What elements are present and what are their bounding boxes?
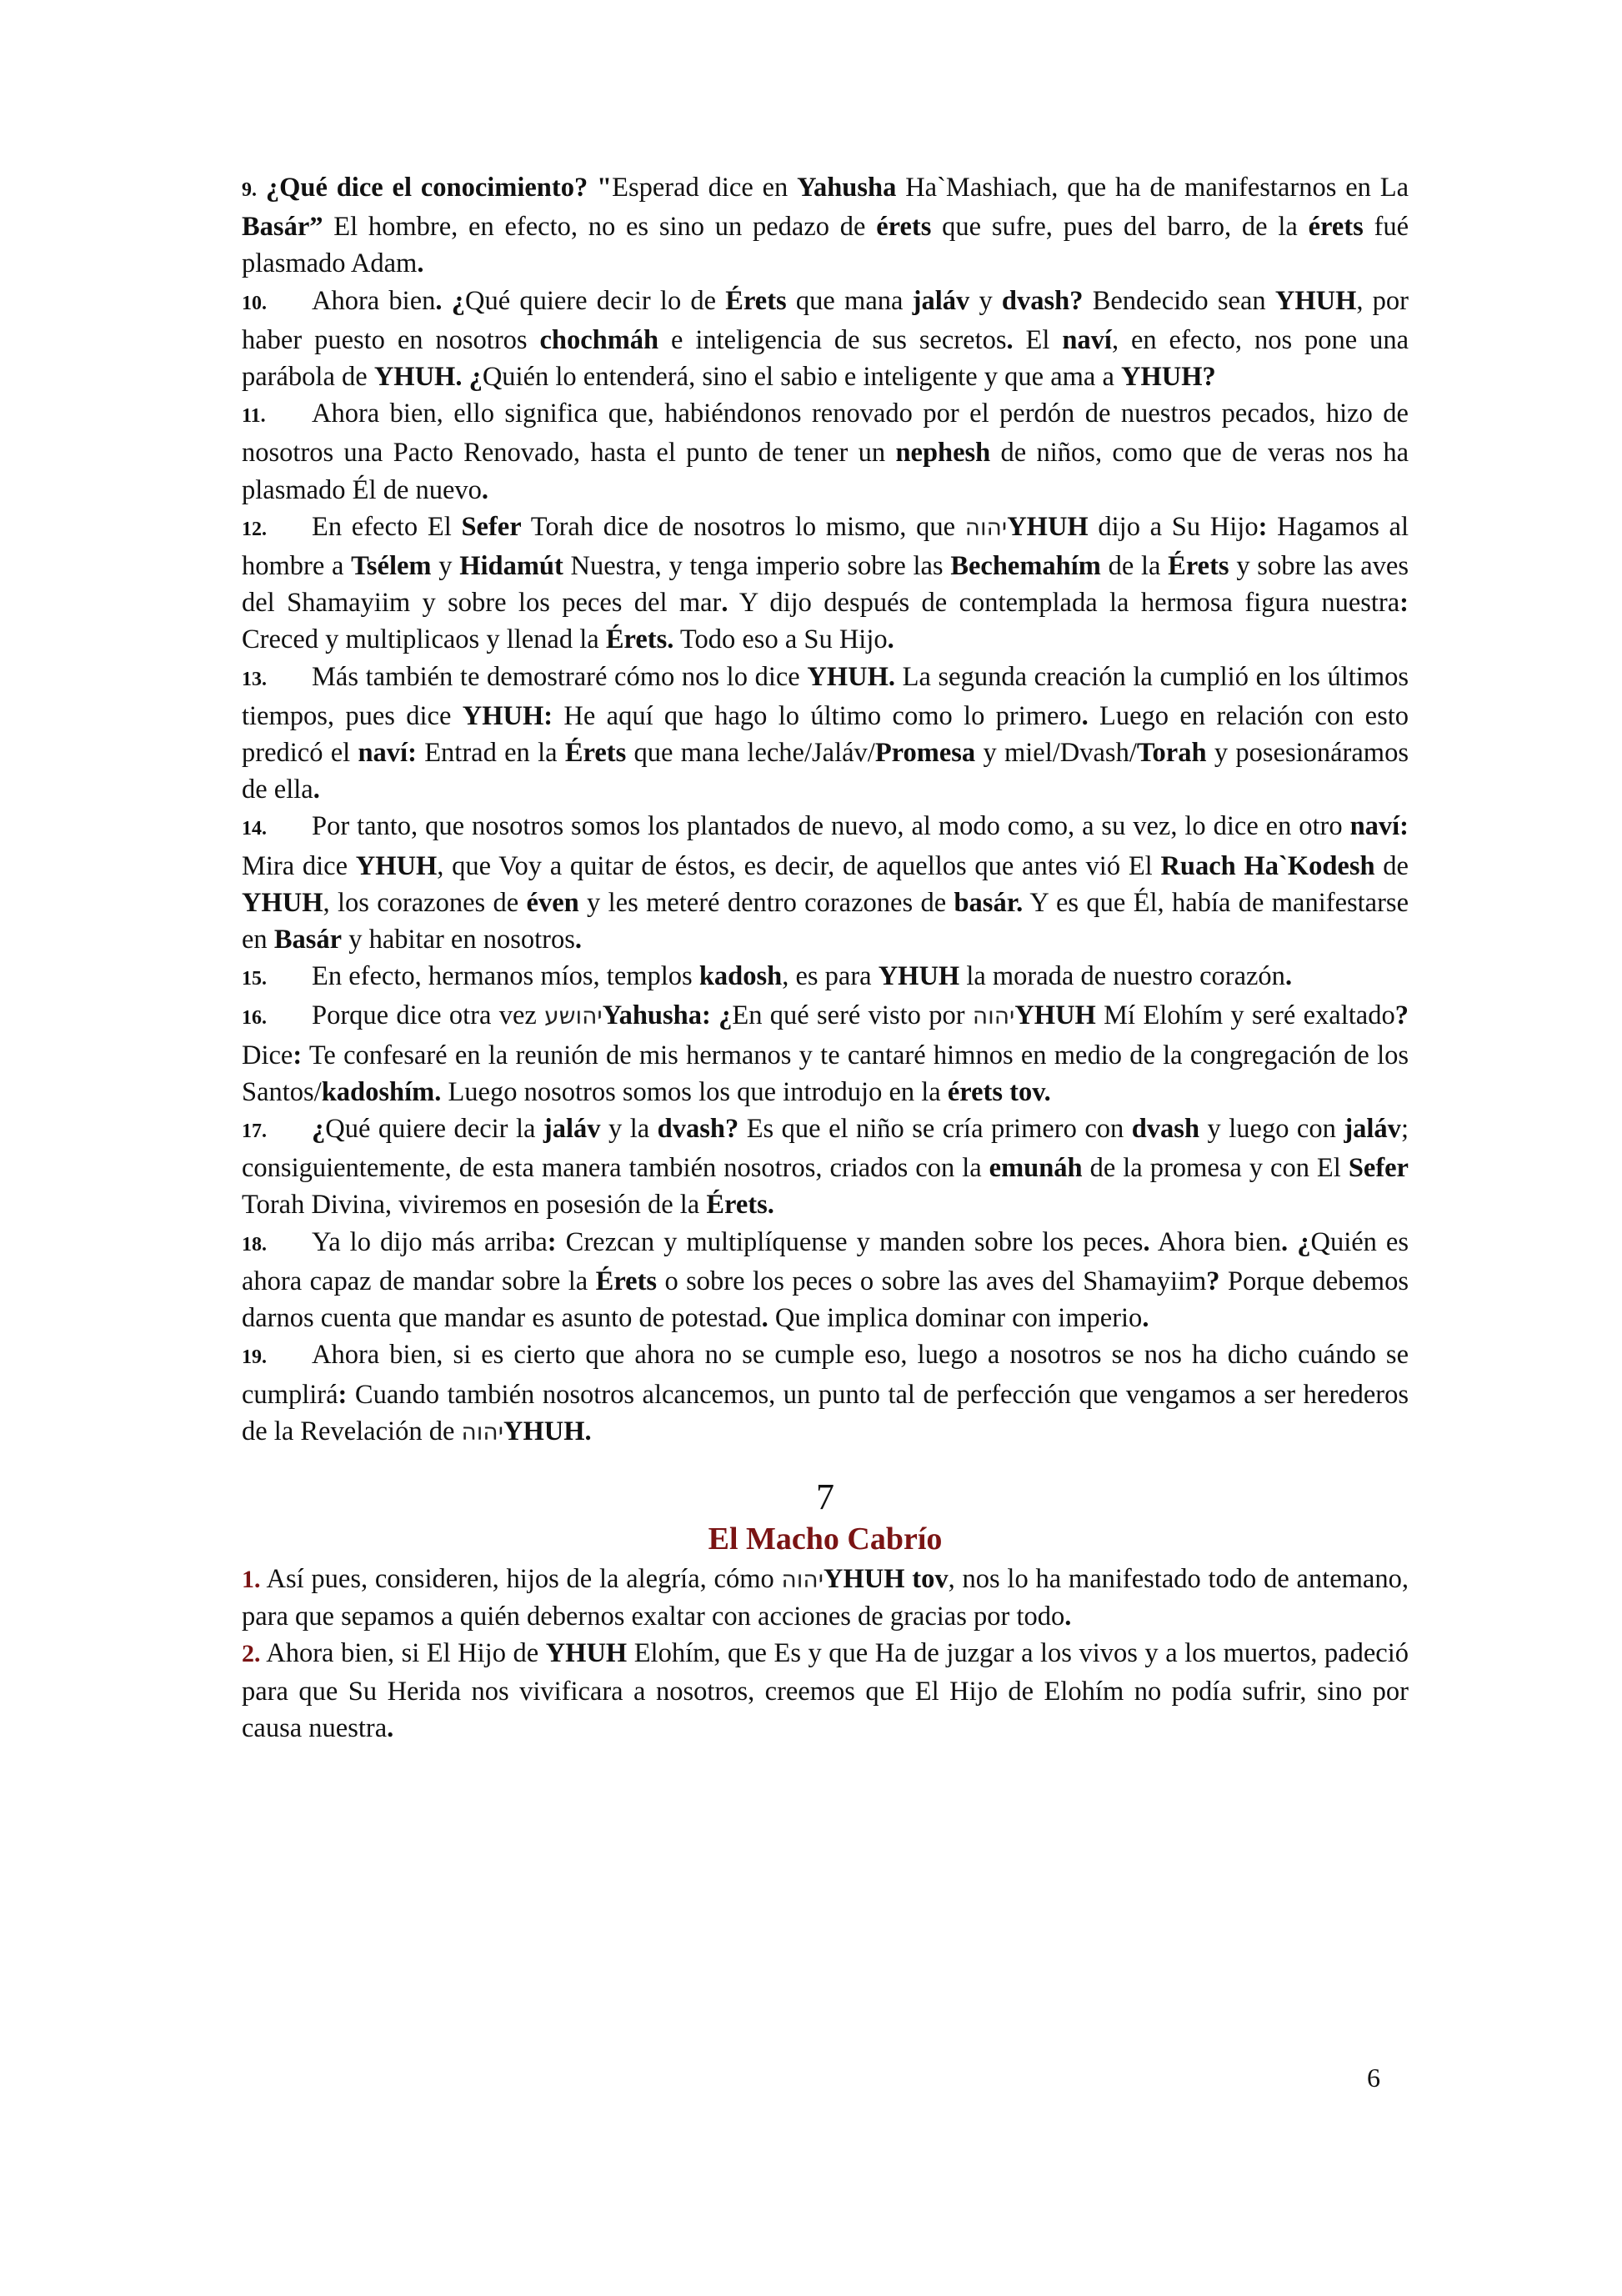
- bold-text: YHUH.: [503, 1416, 592, 1446]
- verse-number: 12.: [242, 518, 267, 540]
- bold-text: YHUH: [878, 961, 960, 992]
- bold-text: .: [761, 1303, 768, 1334]
- verse: [242, 283, 1409, 396]
- verse-text: y luego con: [1199, 1114, 1344, 1145]
- verse-text: que sufre, pues del barro, de la: [931, 212, 1309, 243]
- bold-text: Sefer: [1348, 1153, 1409, 1184]
- verse-text: y miel/Dvash/: [975, 738, 1137, 769]
- verse: [242, 1561, 1409, 1635]
- verse-text: Porque debemos darnos cuenta que mandar es asunto de potestad: [242, 1266, 1409, 1334]
- verse-text: ; consiguientemente, de esta manera también nosotros, criados con la: [242, 1114, 1409, 1184]
- bold-text: jaláv: [912, 285, 970, 316]
- bold-text: :: [547, 1226, 557, 1257]
- verse-text: , en efecto, nos pone una parábola de: [242, 324, 1409, 393]
- verse-text: En efecto, hermanos míos, templos: [312, 961, 699, 992]
- verse-text: y habitar en nosotros: [342, 925, 575, 955]
- bold-text: dvash?: [657, 1114, 739, 1145]
- bold-text: .: [1284, 961, 1293, 992]
- verse: [242, 509, 1409, 659]
- verse-number: 14.: [242, 818, 267, 840]
- verse-text: y les meteré dentro corazones de: [578, 887, 954, 918]
- verse-number: 18.: [242, 1233, 267, 1256]
- verse-number: 2.: [242, 1640, 261, 1668]
- bold-text: dvash?: [1001, 285, 1084, 316]
- bold-text: Sefer: [461, 511, 522, 542]
- bold-text: Hidamút: [459, 551, 563, 582]
- verse-list: [242, 169, 1409, 1451]
- bold-text: .: [387, 1712, 394, 1743]
- bold-text: . ¿: [435, 285, 465, 316]
- verse-text: y sobre las aves del Shamayiim y sobre los peces del mar: [242, 551, 1409, 619]
- verse: [242, 169, 1409, 283]
- verse-text: Bendecido sean: [1083, 285, 1275, 316]
- bold-text: emunáh: [989, 1153, 1083, 1184]
- bold-text: .: [574, 925, 582, 955]
- verse-text: He aquí que hago lo último como lo primero: [553, 700, 1082, 731]
- bold-text: érets tov.: [947, 1076, 1051, 1107]
- verse-text: Por tanto, que nosotros somos los plantados de nuevo, al modo como, a su vez, lo dice en otro: [312, 811, 1350, 842]
- bold-text: naví:: [1349, 811, 1409, 842]
- verse-text: , los corazones de: [323, 887, 527, 918]
- verse-text: Ahora bien: [1149, 1226, 1282, 1257]
- verse-text: y: [431, 551, 460, 582]
- verse-text: En efecto El: [312, 511, 462, 542]
- bold-text: :: [338, 1379, 348, 1410]
- verse-text: Luego nosotros somos los que introdujo en la: [441, 1076, 948, 1107]
- verse-text: El hombre, en efecto, no es sino un pedazo de: [323, 212, 877, 243]
- verse: [242, 1110, 1409, 1224]
- bold-text: érets: [876, 212, 932, 243]
- bold-text: .: [1006, 324, 1014, 355]
- verse-text: Torah Divina, viviremos en posesión de la: [242, 1190, 707, 1221]
- bold-text: Ruach Ha`Kodesh: [1160, 850, 1375, 881]
- verse-text: de la promesa y con El: [1082, 1153, 1349, 1184]
- verse-text: Quién lo entenderá, sino el sabio e inteligente y que ama a: [482, 362, 1122, 393]
- verse-text: Ahora bien: [312, 285, 436, 316]
- verse-text: Cuando también nosotros alcancemos, un punto tal de perfección que vengamos a ser herederos de la Revelación de: [242, 1379, 1409, 1446]
- verse: [242, 1336, 1409, 1451]
- bold-text: .: [313, 775, 320, 805]
- verse-number: 10.: [242, 292, 267, 314]
- bold-text: .: [1142, 1303, 1149, 1334]
- verse-text: Ya lo dijo más arriba: [312, 1226, 548, 1257]
- chapter-title: El Macho Cabrío: [708, 1521, 943, 1557]
- bold-text: Promesa: [874, 738, 976, 769]
- verse-text: Qué quiere decir lo de: [464, 285, 726, 316]
- bold-text: .: [481, 474, 489, 505]
- bold-text: Basár”: [242, 212, 323, 243]
- bold-text: YHUH:: [462, 700, 553, 731]
- bold-text: Bechemahím: [950, 551, 1101, 582]
- bold-text: YHUH: [1007, 511, 1089, 542]
- hebrew-name: יהוה: [781, 1565, 824, 1593]
- verse-text: de niños, como que de veras nos ha plasmado Él de nuevo: [242, 438, 1409, 505]
- verse-number: 17.: [242, 1120, 267, 1143]
- verse-text: la morada de nuestro corazón: [959, 961, 1285, 992]
- bold-text: .: [721, 588, 728, 619]
- verse: [242, 1224, 1409, 1337]
- bold-text: jaláv: [543, 1114, 601, 1145]
- bold-text: Basár: [273, 925, 343, 955]
- verse: [242, 958, 1409, 997]
- verse-text: Que implica dominar con imperio: [768, 1303, 1143, 1334]
- verse: [242, 1635, 1409, 1747]
- verse-text: y posesionáramos de ella: [242, 738, 1409, 805]
- bold-text: Torah: [1136, 738, 1207, 769]
- verse-text: , que Voy a quitar de éstos, es decir, de aquellos que antes vió El: [437, 850, 1161, 881]
- verse-text: , es para: [782, 961, 879, 992]
- page-number: 6: [1367, 2063, 1380, 2093]
- bold-text: .: [1064, 1602, 1072, 1632]
- bold-text: .: [887, 624, 894, 655]
- bold-text: ?: [1206, 1266, 1220, 1296]
- verse-text: Elohím, que Es y que Ha de juzgar a los vivos y a los muertos, padeció para que Su Herida nos vivificara a nosotros, creemos que El Hijo de Elohím no podía sufrir, sino por causa nuestra: [242, 1638, 1409, 1743]
- verse-text: Ahora bien, si El Hijo de: [266, 1638, 546, 1669]
- verse-text: Te confesaré en la reunión de mis hermanos y te cantaré himnos en medio de la congregación de los Santos/: [242, 1040, 1409, 1107]
- bold-text: YHUH. ¿: [373, 362, 483, 393]
- chapter-verse-list: [242, 1561, 1409, 1747]
- bold-text: Yahusha: ¿: [602, 1000, 733, 1031]
- verse-text: Hagamos al hombre a: [242, 511, 1409, 582]
- verse-number: 9.: [242, 179, 257, 201]
- bold-text: Érets.: [706, 1190, 774, 1221]
- bold-text: naví: [1062, 324, 1112, 355]
- bold-text: :: [293, 1040, 303, 1070]
- verse-number: 19.: [242, 1346, 267, 1369]
- verse-text: Creced y multiplicaos y llenad la: [242, 624, 606, 655]
- verse-text: Entrad en la: [416, 738, 565, 769]
- verse-text: Esperad dice en: [612, 173, 798, 203]
- verse-text: que mana leche/Jaláv/: [626, 738, 875, 769]
- bold-text: :: [1399, 588, 1409, 619]
- bold-text: chochmáh: [539, 324, 659, 355]
- bold-text: ": [597, 173, 613, 203]
- verse-text: Torah dice de nosotros lo mismo, que: [521, 511, 965, 542]
- bold-text: naví:: [358, 738, 417, 769]
- verse: [242, 395, 1409, 509]
- bold-text: YHUH: [242, 887, 323, 918]
- bold-text: basár.: [954, 887, 1024, 918]
- verse-number: 15.: [242, 968, 267, 990]
- verse-text: y: [969, 285, 1002, 316]
- bold-text: ?: [1394, 1000, 1409, 1031]
- verse-text: , por haber puesto en nosotros: [242, 285, 1409, 355]
- verse-text: , nos lo ha manifestado todo de antemano, para que sepamos a quién debernos exaltar con acciones de gracias por todo: [242, 1563, 1409, 1632]
- verse-text: que mana: [786, 285, 913, 316]
- verse-number: 16.: [242, 1007, 267, 1030]
- hebrew-name: יהוה: [964, 513, 1008, 541]
- verse-text: Ahora bien, ello significa que, habiéndonos renovado por el perdón de nuestros pecados, hizo de nosotros una Pacto Renovado, hasta el punto de tener un: [242, 399, 1409, 469]
- verse-text: Ha`Mashiach, que ha de manifestarnos en La: [896, 173, 1409, 203]
- bold-text: . ¿: [1281, 1226, 1311, 1257]
- bold-text: .: [1081, 700, 1089, 731]
- bold-text: ¿: [312, 1114, 326, 1145]
- bold-text: érets: [1308, 212, 1364, 243]
- verse-text: Todo eso a Su Hijo: [673, 624, 888, 655]
- bold-text: Érets: [564, 738, 627, 769]
- verse-text: Mira dice: [242, 850, 356, 881]
- verse-text: Es que el niño se cría primero con: [738, 1114, 1132, 1145]
- verse-text: Nuestra, y tenga imperio sobre las: [563, 551, 951, 582]
- verse-text: Luego en relación con esto predicó el: [242, 700, 1409, 769]
- bold-text: .: [417, 248, 424, 279]
- bold-text: Érets: [1168, 551, 1229, 582]
- verse-number: 1.: [242, 1565, 261, 1593]
- bold-text: YHUH: [355, 850, 438, 881]
- verse-text: e inteligencia de sus secretos: [658, 324, 1007, 355]
- verse-text: dijo a Su Hijo: [1088, 511, 1259, 542]
- bold-text: Érets: [725, 285, 787, 316]
- bold-text: Érets.: [605, 624, 674, 655]
- bold-text: dvash: [1131, 1114, 1200, 1145]
- verse-text: La segunda creación la cumplió en los últimos tiempos, pues dice: [242, 661, 1409, 731]
- verse-text: de la: [1100, 551, 1169, 582]
- bold-text: YHUH: [545, 1638, 628, 1669]
- bold-text: YHUH tov: [823, 1563, 949, 1594]
- bold-text: .: [1143, 1226, 1150, 1257]
- verse-text: Porque dice otra vez: [312, 1000, 545, 1031]
- verse-text: fué plasmado Adam: [242, 212, 1409, 279]
- bold-text: Érets: [595, 1266, 658, 1296]
- bold-text: éven: [526, 887, 579, 918]
- verse-text: o sobre los peces o sobre las aves del Shamayiim: [657, 1266, 1207, 1296]
- bold-text: kadoshím.: [321, 1076, 442, 1107]
- verse-text: En qué seré visto por: [732, 1000, 973, 1031]
- bold-text: nephesh: [895, 438, 991, 469]
- hebrew-name: יהושע: [544, 1002, 603, 1030]
- verse-text: Y es que Él, había de manifestarse en: [242, 887, 1409, 955]
- verse-text: y la: [600, 1114, 658, 1145]
- bold-text: Tsélem: [351, 551, 432, 582]
- verse-number: 11.: [242, 405, 266, 428]
- hebrew-name: יהוה: [461, 1417, 503, 1446]
- bold-text: YHUH: [1014, 1000, 1096, 1031]
- verse-text: El: [1013, 324, 1063, 355]
- document-page: [242, 169, 1409, 1747]
- verse: [242, 808, 1409, 958]
- verse-text: Quién es ahora capaz de mandar sobre la: [242, 1226, 1409, 1296]
- bold-text: YHUH.: [807, 661, 895, 692]
- verse-text: Y dijo después de contemplada la hermosa figura nuestra: [728, 588, 1400, 619]
- verse-text: Ahora bien, si es cierto que ahora no se cumple eso, luego a nosotros se nos ha dicho cuándo se cumplirá: [242, 1340, 1409, 1410]
- bold-text: YHUH?: [1121, 362, 1216, 393]
- chapter-number: 7: [816, 1476, 834, 1517]
- verse-text: Así pues, consideren, hijos de la alegría, cómo: [266, 1563, 782, 1594]
- bold-text: kadosh: [698, 961, 783, 992]
- verse-text: Crezcan y multiplíquense y manden sobre los peces: [556, 1226, 1144, 1257]
- bold-text: ¿Qué dice el conocimiento?: [265, 173, 598, 203]
- verse-text: Qué quiere decir la: [325, 1114, 543, 1145]
- hebrew-name: יהוה: [972, 1002, 1015, 1030]
- verse-text: Más también te demostraré cómo nos lo dice: [312, 661, 808, 692]
- bold-text: Yahusha: [797, 173, 897, 203]
- verse-number: 13.: [242, 668, 267, 690]
- bold-text: YHUH: [1274, 285, 1357, 316]
- bold-text: jaláv: [1344, 1114, 1401, 1145]
- verse: [242, 997, 1409, 1110]
- verse-text: Mí Elohím y seré exaltado: [1095, 1000, 1395, 1031]
- verse-text: de: [1374, 850, 1409, 881]
- verse-text: Dice: [242, 1040, 293, 1070]
- bold-text: :: [1258, 511, 1268, 542]
- verse: [242, 659, 1409, 809]
